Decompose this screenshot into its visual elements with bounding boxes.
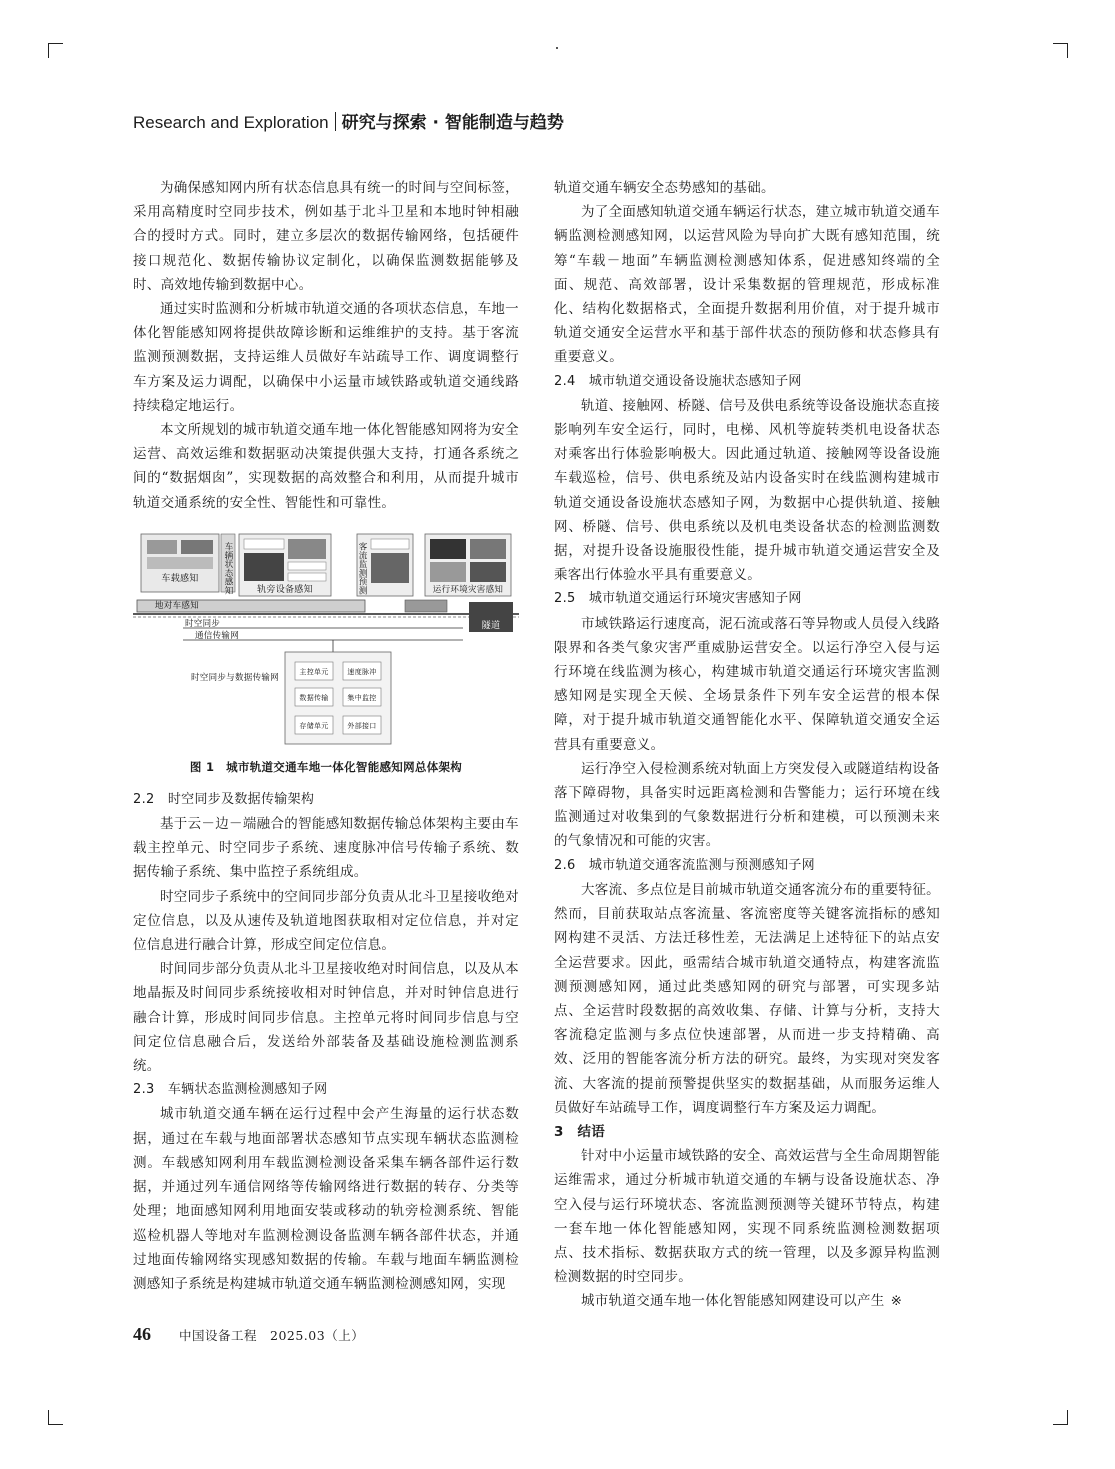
header-english: Research and Exploration [133,113,329,132]
header-separator [335,112,336,131]
paragraph: 为了全面感知轨道交通车辆运行状态，建立城市轨道交通车辆监测检测感知网，以运营风险为导向扩大既有感知范围，统筹“车载－地面”车辆监测检测感知体系，促进感知终端的全面、规范、高效部署，设计采集数据的管理规范，形成标准化、结构化数据格式，全面提升数据利用价值，对于提升城市轨道交通安全运营水平和基于部件状态的预防修和状态修具有重要意义。 [554,204,940,366]
section-heading-2-5: 2.5 城市轨道交通运行环境灾害感知子网 [554,591,802,607]
crop-mark-top-left [48,43,63,58]
environment-photo [430,539,466,559]
crop-mark-top-right [1053,43,1068,58]
continuation-mark: ※ [890,1293,903,1310]
section-heading-3: 3 结语 [554,1123,606,1140]
running-header [133,108,564,133]
label-passenger-flow: 客流监测预测 [357,541,367,595]
wayside-box [288,562,326,570]
label-center: 时空同步与数据传输网 [190,672,279,683]
registration-dot [556,47,558,49]
environment-photo [470,562,506,582]
wayside-photo [288,539,326,559]
label-time-sync: 时空同步 [185,618,221,629]
journal-info: 中国设备工程 2025.03（上） [179,1328,365,1343]
left-column [133,176,519,1296]
label-tunnel: 隧道 [481,620,501,631]
page-footer [133,1324,364,1345]
vehicle-photo [147,540,177,554]
paragraph: 本文所规划的城市轨道交通车地一体化智能感知网将为安全运营、高效运维和数据驱动决策提供强大支持，打通各系统之间的“数据烟囱”，实现数据的高效整合和利用，从而提升城市轨道交通系统的安全性、智能性和可靠性。 [133,422,519,511]
label-ground-car: 地对车感知 [155,600,200,611]
header-chinese: 研究与探索 · 智能制造与趋势 [341,113,564,133]
label-comm-net: 通信传输网 [195,630,240,641]
paragraph: 通过实时监测和分析城市轨道交通的各项状态信息，车地一体化智能感知网将提供故障诊断和运维维护的支持。基于客流监测预测数据，支持运维人员做好车站疏导工作、调度调整行车方案及运力调配，以确保中小运量市域铁路或轨道交通线路持续稳定地运行。 [133,301,519,414]
crop-mark-bottom-right [1053,1410,1068,1425]
vehicle-photo [181,540,213,554]
wayside-box [244,539,284,549]
paragraph: 基于云－边－端融合的智能感知数据传输总体架构主要由车载主控单元、时空同步子系统、速度脉冲信号传输子系统、数据传输子系统、集中监控子系统组成。 [133,816,519,881]
paragraph: 针对中小运量市域铁路的安全、高效运营与全生命周期智能运维需求，通过分析城市轨道交通的车辆与设备设施状态、净空入侵与运行环境状态、客流监测预测等关键环节特点，构建一套车地一体化智能感知网，实现不同系统监测检测数据项点、技术指标、数据获取方式的统一管理，以及多源异构监测检测数据的时空同步。 [554,1148,940,1286]
right-column [554,176,940,1314]
inspection-car [405,600,447,612]
label-vehicle-state: 车辆状态感知 [223,541,233,595]
passenger-box [371,539,409,549]
label-storage: 存储单元 [299,721,329,730]
figure-architecture [133,530,519,750]
environment-photo [430,562,466,582]
paragraph-continued [554,1289,940,1313]
page-number: 46 [133,1324,151,1344]
label-data-transfer: 数据传输 [299,693,329,702]
section-heading-2-3: 2.3 车辆状态监测检测感知子网 [133,1082,328,1098]
architecture-diagram [133,530,519,750]
paragraph: 时间同步部分负责从北斗卫星接收绝对时间信息，以及从本地晶振及时间同步系统接收相对时钟信息，并对时钟信息进行融合计算，形成时间同步信息。主控单元将时间同步信息与空间定位信息融合后，发送给外部装备及基础设施检测监测系统。 [133,961,519,1075]
paragraph: 运行净空入侵检测系统对轨面上方突发侵入或隧道结构设备落下障碍物，具备实时远距离检测和告警能力；运行环境在线监测通过对收集到的气象数据进行分析和建模，可以预测未来的气象情况和可能的灾害。 [554,760,940,850]
crop-mark-bottom-left [48,1410,63,1425]
figure-caption: 图 1 城市轨道交通车地一体化智能感知网总体架构 [189,759,463,774]
label-main-control: 主控单元 [299,667,329,676]
paragraph: 大客流、多点位是目前城市轨道交通客流分布的重要特征。然而，目前获取站点客流量、客流密度等关键客流指标的感知网构建不灵活、方法迁移性差，无法满足上述特征下的站点安全运营要求。因此，亟需结合城市轨道交通特点，构建客流监测预测感知网，通过此类感知网的研究与部署，可实现多站点、全运营时段数据的高效收集、存储、计算与分析，支持大客流稳定监测与多点位快速部署，从而进一步支持精确、高效、泛用的智能客流分析方法的研究。最终，为实现对突发客流、大客流的提前预警提供坚实的数据基础，从而服务运维人员做好车站疏导工作，调度调整行车方案及运力调配。 [554,881,940,1116]
section-heading-2-2: 2.2 时空同步及数据传输架构 [133,791,315,807]
wayside-photo [244,553,284,581]
label-speed-pulse: 速度脉冲 [347,667,377,676]
paragraph-text: 城市轨道交通车地一体化智能感知网建设可以产生 [581,1293,885,1310]
label-central-monitor: 集中监控 [347,693,377,702]
vehicle-photo [147,557,213,569]
section-heading-2-6: 2.6 城市轨道交通客流监测与预测感知子网 [554,857,815,873]
wayside-box [288,573,326,581]
paragraph: 时空同步子系统中的空间同步部分负责从北斗卫星接收绝对定位信息，以及从速传及轨道地图获取相对定位信息，并对定位信息进行融合计算，形成空间定位信息。 [133,888,519,954]
paragraph: 城市轨道交通车辆在运行过程中会产生海量的运行状态数据，通过在车载与地面部署状态感知节点实现车辆状态监测检测。车载感知网利用车载监测检测设备采集车辆各部件运行数据，并通过列车通信网络等传输网络进行数据的转存、分类等处理；地面感知网利用地面安装或移动的轨旁检测系统、智能巡检机器人等地对车监测检测设备监测车辆各部件状态，并通过地面传输网络实现感知数据的传输。车载与地面车辆监测检测感知子系统是构建城市轨道交通车辆监测检测感知网，实现 [133,1106,519,1292]
environment-photo [470,539,506,559]
paragraph: 为确保感知网内所有状态信息具有统一的时间与空间标签，采用高精度时空同步技术，例如基于北斗卫星和本地时钟相融合的授时方式。同时，建立多层次的数据传输网络，包括硬件接口规范化、数据传输协议定制化，以确保监测数据能够及时、高效地传输到数据中心。 [133,180,519,293]
paragraph: 轨道交通车辆安全态势感知的基础。 [554,180,775,196]
label-external-interface: 外部接口 [347,721,377,730]
paragraph: 轨道、接触网、桥隧、信号及供电系统等设备设施状态直接影响列车安全运行，同时，电梯、风机等旋转类机电设备状态对乘客出行体验影响极大。因此通过轨道、接触网等设备设施车载巡检，信号、供电系统及站内设备实时在线监测构建城市轨道交通设备设施状态感知子网，为数据中心提供轨道、接触网、桥隧、信号、供电系统以及机电类设备状态的检测监测数据，对提升设备设施服役性能，提升城市轨道交通运营安全及乘客出行体验水平具有重要意义。 [554,397,940,584]
label-environment: 运行环境灾害感知 [432,584,504,595]
paragraph: 市域铁路运行速度高，泥石流或落石等异物或人员侵入线路限界和各类气象灾害严重威胁运营安全。以运行净空入侵与运行环境在线监测为核心，构建城市轨道交通运行环境灾害监测感知网是实现全天候、全场景条件下列车安全运营的根本保障，对于提升城市轨道交通智能化水平、保障轨道交通安全运营具有重要意义。 [554,615,940,753]
section-heading-2-4: 2.4 城市轨道交通设备设施状态感知子网 [554,373,802,389]
label-vehicle-sense: 车载感知 [161,573,199,584]
label-wayside: 轨旁设备感知 [257,584,313,595]
passenger-photo [371,553,409,583]
